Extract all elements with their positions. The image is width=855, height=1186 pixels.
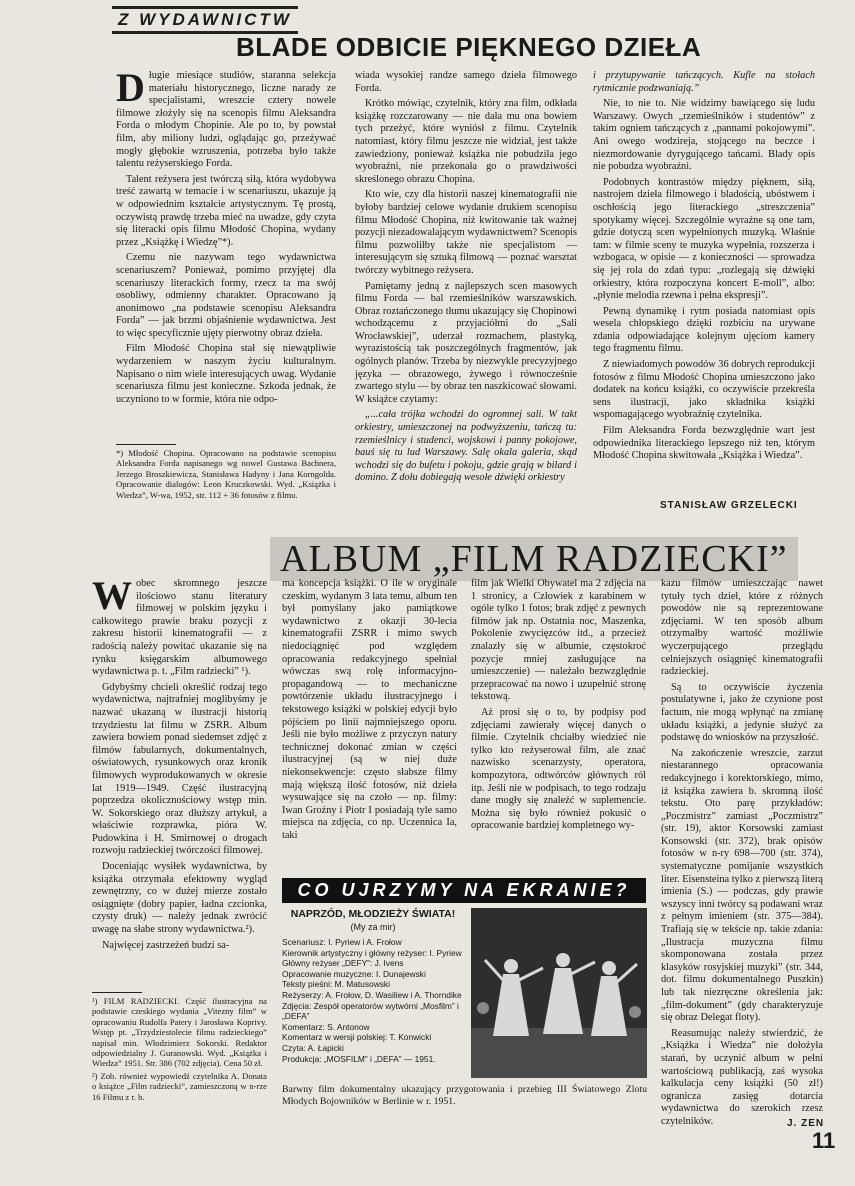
- footnote-rule: [92, 992, 142, 993]
- footnote-rule: [116, 444, 176, 445]
- quoted-paragraph: „...cała trójka wchodzi do ogromnej sali. W takt orkiestry, umieszczonej na podwyższeniu, tańczą tu: rzemieślnicy i studenci, wojskowi i panny pokojowe, bauś się tu lud Warszawy. Salę okala galeria, skąd wchodzi się do bufetu i pokoju, gdzie grają w bilard i domino. Z dołu dobiegają wesołe dźwięki orkiestry: [355, 409, 577, 484]
- paragraph: kazu filmów umieszczając nawet tytuły tych dzieł, które z różnych powodów nie są reprezentowane zdjęciami. W ten sposób album otrzymałby wartość możliwie wyczerpującego przeglądu celniejszych osiągnięć kinematografii radzieckiej.: [661, 578, 823, 678]
- credit-line: Czyta: A. Łapicki: [282, 1042, 344, 1053]
- paragraph: Reasumując należy stwierdzić, że „Książka i Wiedza” nie dołożyła starań, by uczynić album w pełni wartościową publikacją, zaś wysoka kalkulacja ceny książki (50 zł!) ogranicza zasięg dotarcia wydawnictwa do szerokich rzesz czytelników.: [661, 1027, 823, 1127]
- paragraph: Film Aleksandra Forda bezwzględnie wart jest odpowiednika literackiego lepszego niż ten, którym Młodość Chopina skwitowała „Książka i Wiedza”.: [593, 425, 815, 462]
- article2-column-2: [282, 578, 457, 872]
- paragraph: Talent reżysera jest twórczą siłą, która wydobywa treść zawartą w temacie i w scenariuszu, ukazuje ją w odpowiednim kształcie artystycznym. Tę prostą, oczywistą prawdę trzeba mieć na uwadze, gdy czyta się literacki opis filmu Młodość Chopina, wydany przez „Książkę i Wiedzę”*).: [116, 173, 336, 248]
- paragraph: Czemu nie nazywam tego wydawnictwa scenariuszem? Ponieważ, pomimo przyjętej dla scenariuszy literackich formy, rzecz ta ma swój osobliwy, odmienny charakter. Opracowano ją anonimowo „na podstawie scenopisu Aleksandra Forda” — jak brzmi objaśnienie wydawnictwa. Jest to więc specyficznie ujęty pierwotny obraz dzieła.: [116, 252, 336, 339]
- film-title: NAPRZÓD, MŁODZIEŻY ŚWIATA!: [290, 908, 456, 920]
- film-caption: Barwny film dokumentalny ukazujący przygotowania i przebieg III Światowego Zlotu Młodych Bojowników w Berlinie w r. 1951.: [282, 1084, 647, 1107]
- article1-column-2: [355, 70, 577, 516]
- drop-cap: W: [92, 573, 132, 618]
- article2-column-1: [92, 573, 267, 994]
- paragraph: ma koncepcja książki. O ile w oryginale czeskim, wydanym 3 lata temu, album ten był pomyślany jako pamiątkowe wydawnictwo z okazji 30-lecia kinematografii ZSRR i mimo swych niedociągnięć pod względem opracowania redakcyjnego spełniał wówczas swą rolę informacyjno-propagandową — to mechaniczne powtórzenie układu ilustracyjnego i tekstowego książki w polskiej edycji było pójściem po linii najmniejszego oporu. Jeśli nie było możliwe z przyczyn natury technicznej dokonać zmian w części ilustracyjnej (są w niej duże niekonsekwencje: często słabsze filmy mają większą ilość fotosów, niż dzieła wysuwające się na czoło — np. filmy: Iwan Groźny i Piotr I posiadają tyle samo miejsca na zdjęcia, co np. Uczennica Ia, taki: [282, 578, 457, 841]
- article2-footnotes: [92, 996, 267, 1114]
- footnote: ¹) FILM RADZIECKI. Część ilustracyjna na podstawie czeskiego wydania „Vitezny film” w opracowaniu Rudolfa Patery i Jarosława Koprivy. Wstęp pt. „Trzydziestolecie filmu radzieckiego” napisał min. Włodzimierz Sokorski. Redaktor odpowiedzialny J. Guranowski. Wyd. „Książka i Wiedza” 1951. Str. 386 (702 zdjęcia). Cena 50 zł.: [92, 996, 267, 1069]
- article1-column-3: [593, 70, 815, 492]
- paragraph: Z niewiadomych powodów 36 dobrych reprodukcji fotosów z filmu Młodość Chopina umieszczono jako dodatek na końcu książki, co oczywiście przekreśla sens ilustracji, jako składnika książki wspomagającego wyobraźnię czytelnika.: [593, 359, 815, 421]
- credit-line: Główny reżyser „DEFY”: J. Ivens: [282, 958, 404, 969]
- credit-line: Zdjęcia: Zespół operatorów wytwórni „Mosfilm” i „DEFA”: [282, 1000, 459, 1022]
- paragraph: Gdybyśmy chcieli określić rodzaj tego wydawnictwa, najtrafniej moglibyśmy je nazwać ukazaną w ilustracji historią trzydziestu lat filmu w ZSRR. Album zawiera bowiem ponad siedemset zdjęć z filmów fabularnych, dokumentalnych, oświatowych, rysunkowych oraz kronik filmowych wyprodukowanych w okresie lat 1919—1949. Część ilustracyjną poprzedza okolicznościowy wstęp min. W. Sokorskiego oraz dłuższy artykuł, a właściwie rozprawka, pióra W. Pudowkina i H. Smirnowej o drogach rozwoju radzieckiej twórczości filmowej.: [92, 681, 267, 857]
- film-still-photo: [471, 908, 647, 1078]
- paragraph: wiada wysokiej randze samego dzieła filmowego Forda.: [355, 70, 577, 94]
- paragraph: Nie, to nie to. Nie widzimy bawiącego się ludu Warszawy. Owych „rzemieślników i studentów” z takim ogniem tańczących z „pannami pokojowymi”. Ani owego wodzireja, stojącego na beczce i niezmordowanie dyrygującego tańcami. Blady opis nie pobudza wyobraźni.: [593, 98, 815, 173]
- paragraph: Kto wie, czy dla historii naszej kinematografii nie byłoby bardziej celowe wydanie drukiem scenopisu filmu Młodość Chopina, niż kwitowanie tak ważnej pozycji niezadowalającym wydawnictwem? Scenopis filmu pozwoliłby także nie specjalistom — interesującym się sztuką filmową — poznać warsztat twórczy wybitnego reżysera.: [355, 189, 577, 276]
- credit-line: Komentarz w wersji polskiej: T. Konwicki: [282, 1032, 432, 1043]
- footnote: ²) Zob. również wypowiedź czytelnika A. Donata o książce „Film radziecki”, zamieszczoną w n-rze 16 Filmu z r. b.: [92, 1070, 267, 1102]
- article2-column-3: [471, 578, 646, 872]
- credit-line: Opracowanie muzyczne: I. Dunajewski: [282, 968, 426, 979]
- paragraph: film jak Wielki Obywatel ma 2 zdjęcia na 1 stronicy, a Człowiek z karabinem w ogóle tylko 1 fotos; brak zdjęć z pewnych filmów jak np. Ostatnia noc, Maszenka, Pokolenie zwycięzców itd., a przecież znalazły się w albumie, częstokroć pozycje mniej zasługujące na umieszczenie) — należało bezwzględnie przepracować na nowo i uzupełnić stronę tekstową.: [471, 578, 646, 703]
- paragraph: Film Młodość Chopina stał się niewątpliwie wydarzeniem w naszym życiu kulturalnym. Napisano o nim wiele interesujących uwag. Wydanie scenariusza filmu jest konieczne. Szkoda jednak, że uczyniono to w formie, która nie odpo-: [116, 343, 336, 405]
- article1-footnote: *) Młodość Chopina. Opracowano na podstawie scenopisu Aleksandra Forda napisanego wg nowel Gustawa Bachnera, Jerzego Broszkiewicza, Stanisława Hadyny i Jana Korngolda. Opracowanie dialogów: Leon Kruczkowski. Wyd. „Książka i Wiedza”, W-wa, 1952, str. 112 + 36 fotosów z filmu.: [116, 448, 336, 500]
- drop-cap: D: [116, 65, 145, 110]
- article1-column-1: [116, 65, 336, 450]
- paragraph: Aż prosi się o to, by podpisy pod zdjęciami zawierały więcej danych o filmie. Czytelnik chciałby wiedzieć nie tylko kto reżyserował film, ale znać nazwisko scenarzysty, operatora, kompozytora, odtwórców głównych ról itp. Jeśli nie w podpisach, to tego rodzaju dane mogły się znaleźć w suplemencie. Można się było również pokusić o opracowanie bardziej kompletnego wy-: [471, 706, 646, 832]
- screen-box-credits-block: [282, 908, 464, 1080]
- credit-line: Scenariusz: I. Pyriew i A. Frołow: [282, 937, 402, 947]
- screen-box-banner: CO UJRZYMY NA EKRANIE?: [282, 878, 646, 903]
- paragraph: Pewną dynamikę i rytm posiada natomiast opis wesela chłopskiego dzięki rozbiciu na urywane zdania odpowiadające kolejnym ujęciom kamery tego fragmentu filmu.: [593, 305, 815, 355]
- article2-signature: J. ZEN: [787, 1118, 825, 1129]
- paragraph: Są to oczywiście życzenia postulatywne i, jako że czynione post factum, nie mogą wpłynąć na zmianę układu książki, a jedynie służyć za podstawę do wniosków na przyszłość.: [661, 681, 823, 744]
- credit-line: Teksty pieśni: M. Matusowski: [282, 979, 390, 990]
- paragraph: obec skromnego jeszcze ilościowo stanu literatury filmowej w polskim języku i całkowitego prawie braku pozycji z zakresu historii kinematografii — z radością należy powitać ukazanie się na rynku księgarskim albumowego wydawnictwa p. t. „Film radziecki” ¹).: [92, 578, 267, 678]
- paragraph: Podobnych kontrastów między pięknem, siłą, nastrojem dzieła filmowego i bladością, ubóstwem i oschłością jego literackiego „streszczenia” spotykamy więcej. Szczególnie wyraźne są one tam, gdzie dotyczą scen wypełnionych muzyką. Właśnie tam: w filmie sceny te muzyka wypełnia, rozszerza i wzbogaca, w opisie — z konieczności — sprowadza się jej rola do zdań typu: „rozlegają się dźwięki orkiestry, która rozpoczyna koncert E-moll”, albo: „płynie melodia rzewna i pełna ekspresji”.: [593, 176, 815, 302]
- quoted-paragraph: i przytupywanie tańczących. Kufle na stołach rytmicznie podzwaniają.”: [593, 70, 815, 94]
- credit-line: Komentarz: S. Antonow: [282, 1021, 370, 1032]
- credit-line: Produkcja: „MOSFILM” i „DEFA” — 1951.: [282, 1053, 436, 1064]
- film-subtitle: (My za mir): [350, 922, 396, 932]
- paragraph: Na zakończenie wreszcie, zarzut niestarannego opracowania redakcyjnego i korektorskiego, mimo, iż książka zawiera b. skromną ilość tekstu. Oto parę przykładów: „Poczmistrz” zamiast „Poczmistrz” (str. 19), aktor Korsowski zamiast Konsowski (str. 372), brak opisów fotosów w n-ry 698—700 (str. 374), systematyczne pomijanie wszystkich liter. Eisensteina tylko z pierwszą literą imienia (S.) — podczas, gdy prawie wszyscy inni twórcy są podawani wraz z pełnym imieniem (str. 375—384). Trafiają się w tekście np. takie zdania: „Ilustracja muzyczna filmu skomponowana została przez klasyków rosyjskiej muzyki” (str. 344, dot. filmu dokumentalnego Puszkin) lub tak niezręczne określenia jak: „film-dokument” (gdy charakteryzuje się obraz Delegat floty).: [661, 747, 823, 1024]
- article2-headline: ALBUM „FILM RADZIECKI”: [270, 537, 798, 581]
- paragraph: Krótko mówiąc, czytelnik, który zna film, odkłada książkę rozczarowany — nie dała mu ona bowiem tych przeżyć, które wyniósł z filmu. Czytelnik natomiast, który filmu jeszcze nie widział, jest także zawiedziony, ponieważ książka nie pobudziła jego wyobraźni, nie przekonała go o prawdziwości skreślonego obrazu Chopina.: [355, 98, 577, 185]
- section-tag: Z WYDAWNICTW: [112, 6, 298, 34]
- paragraph: ługie miesiące studiów, staranna selekcja materiału historycznego, liczne narady ze specjalistami, wreszcie cztery nowele filmowe złożyły się na scenopis filmu Aleksandra Forda o młodym Chopinie. Ale po to, by powstał film, aby miliony ludzi, oglądając go, przeżywać mogły głębokie wzruszenia, potrzeba było także talentu reżyserskiego Forda.: [116, 70, 336, 170]
- film-credits: [282, 937, 464, 1064]
- credit-line: Reżyserzy: A. Frołow, D. Wasiliew i A. Thorndike: [282, 989, 462, 1000]
- article1-signature: STANISŁAW GRZELECKI: [660, 500, 798, 511]
- paragraph: Doceniając wysiłek wydawnictwa, by książka otrzymała efektowny wygląd zewnętrzny, co w dużej mierze zostało osiągnięte (dobry papier, ładna czcionka, czysty druk) — należy jednak zwrócić uwagę na słabe strony wydawnictwa.²).: [92, 861, 267, 936]
- page-number: 11: [812, 1128, 836, 1153]
- paragraph: Pamiętamy jedną z najlepszych scen masowych filmu Forda — bal rzemieślników warszawskich. Obraz roztańczonego tłumu ukazujący się Chopinowi wchodzącemu z przyjaciółmi do „Sali Wrocławskiej”, uderzał rozmachem, plastyką, wyrazistością tak poszczególnych fragmentów, jak ogólnych planów. Trzeba by niezwykle precyzyjnego języka — obrazowego, żywego i równocześnie zwartego stylu — by obraz ten naszkicować słowami. W książce czytamy:: [355, 280, 577, 405]
- dancers-illustration: [471, 908, 647, 1078]
- paragraph: Najwięcej zastrzeżeń budzi sa-: [102, 939, 230, 951]
- credit-line: Kierownik artystyczny i główny reżyser: I. Pyriew: [282, 947, 462, 958]
- article1-headline: BLADE ODBICIE PIĘKNEGO DZIEŁA: [236, 32, 702, 62]
